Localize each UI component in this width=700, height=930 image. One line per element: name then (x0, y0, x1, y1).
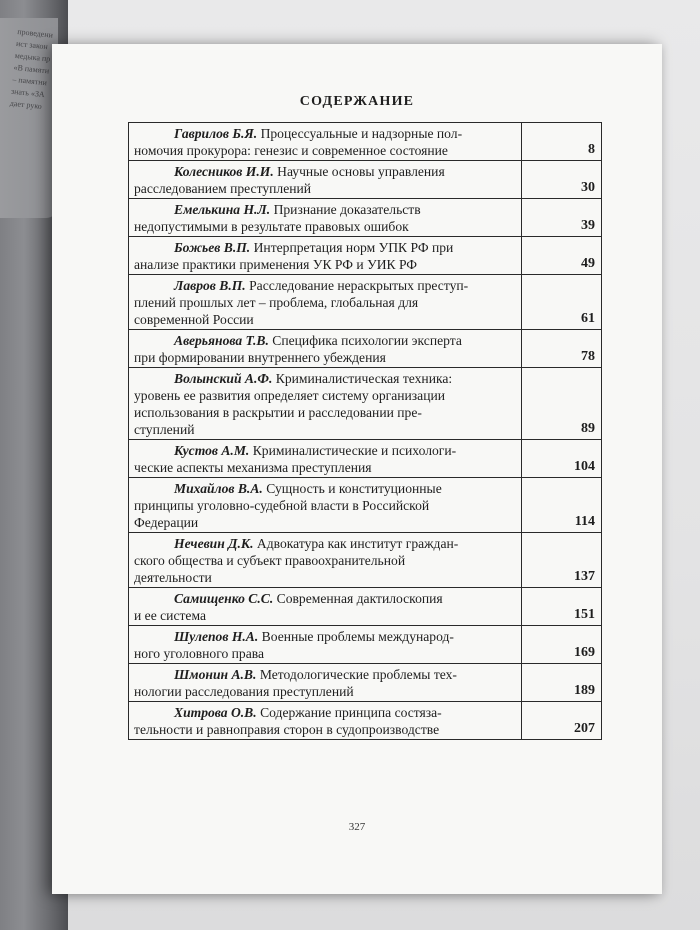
toc-title-line: Интерпретация норм УПК РФ при (253, 240, 454, 255)
toc-title-line: плений прошлых лет – проблема, глобальная для (134, 295, 419, 310)
toc-row (129, 626, 602, 664)
toc-title-line: расследованием преступлений (134, 181, 312, 196)
toc-entry (129, 478, 522, 533)
previous-page-text (9, 26, 58, 114)
toc-page-number: 104 (521, 440, 601, 478)
toc-page-number: 78 (521, 330, 601, 368)
previous-page-line: знать «ЗА (10, 86, 46, 100)
toc-title-line: уровень ее развития определяет систему организации (134, 388, 446, 403)
book-page (52, 44, 662, 894)
toc-entry (129, 533, 522, 588)
toc-row (129, 664, 602, 702)
toc-row (129, 123, 602, 161)
toc-title-line: Сущность и конституционные (266, 481, 442, 496)
toc-row (129, 237, 602, 275)
toc-title-line: Адвокатура как институт граждан- (256, 536, 459, 551)
toc-row (129, 275, 602, 330)
toc-author: Волынский А.Ф. (174, 371, 273, 386)
toc-row (129, 330, 602, 368)
toc-title-line: Научные основы управления (277, 164, 445, 179)
toc-title-line: деятельности (134, 570, 212, 585)
toc-author: Шмонин А.В. (174, 667, 257, 682)
previous-page-line: медыка пр (14, 50, 51, 64)
toc-entry (129, 664, 522, 702)
toc-page-number: 61 (521, 275, 601, 330)
toc-title-line: Федерации (134, 515, 199, 530)
toc-row (129, 161, 602, 199)
toc-page-number: 89 (521, 368, 601, 440)
toc-title-line: использования в раскрытии и расследовании пре- (134, 405, 422, 420)
page-number: 327 (348, 821, 366, 833)
toc-title-line: Методологические проблемы тех- (259, 667, 457, 682)
toc-author: Емелькина Н.Л. (174, 202, 271, 217)
toc-page-number: 169 (521, 626, 601, 664)
toc-entry (129, 123, 522, 161)
previous-page-line: дает руко (9, 98, 43, 111)
toc-row (129, 702, 602, 740)
toc-author: Лавров В.П. (174, 278, 246, 293)
toc-author: Нечевин Д.К. (174, 536, 254, 551)
previous-page-line: – памятни (11, 74, 48, 88)
toc-title-line: Специфика психологии эксперта (272, 333, 462, 348)
toc-row (129, 440, 602, 478)
toc-author: Михайлов В.А. (174, 481, 263, 496)
toc-entry (129, 161, 522, 199)
toc-title-line: Процессуальные и надзорные пол- (260, 126, 463, 141)
previous-page-edge (0, 18, 58, 218)
toc-entry (129, 626, 522, 664)
toc-title-line: Содержание принципа состяза- (260, 705, 442, 720)
toc-title-line: ческие аспекты механизма преступления (134, 460, 372, 475)
toc-page-number: 30 (521, 161, 601, 199)
toc-entry (129, 199, 522, 237)
toc-entry (129, 237, 522, 275)
toc-entry (129, 368, 522, 440)
toc-page-number: 114 (521, 478, 601, 533)
toc-entry (129, 330, 522, 368)
toc-row (129, 199, 602, 237)
toc-author: Колесников И.И. (174, 164, 274, 179)
previous-page-line: проведени (16, 26, 54, 40)
toc-title-line: Криминалистическая техника: (275, 371, 453, 386)
toc-row (129, 478, 602, 533)
toc-title-line: анализе практики применения УК РФ и УИК РФ (134, 257, 418, 272)
previous-page-line: «В памяти (13, 62, 50, 76)
toc-entry (129, 440, 522, 478)
toc-title-line: ского общества и субъект правоохранительной (134, 553, 406, 568)
toc-title-line: недопустимыми в результате правовых ошибок (134, 219, 409, 234)
toc-entry (129, 702, 522, 740)
toc-page-number: 49 (521, 237, 601, 275)
toc-title-line: Современная дактилоскопия (276, 591, 443, 606)
toc-title-line: и ее система (134, 608, 206, 623)
toc-row (129, 588, 602, 626)
table-of-contents (128, 122, 602, 740)
toc-title-line: нологии расследования преступлений (134, 684, 354, 699)
toc-author: Шулепов Н.А. (174, 629, 259, 644)
toc-title-line: номочия прокурора: генезис и современное состояние (134, 143, 448, 158)
toc-author: Кустов А.М. (174, 443, 250, 458)
toc-author: Аверьянова Т.В. (174, 333, 269, 348)
toc-title-line: современной России (134, 312, 254, 327)
toc-author: Божьев В.П. (174, 240, 251, 255)
toc-author: Хитрова О.В. (174, 705, 257, 720)
previous-page-line: ист закон (15, 38, 49, 52)
toc-title-line: Криминалистические и психологи- (252, 443, 457, 458)
toc-page-number: 137 (521, 533, 601, 588)
page-title: СОДЕРЖАНИЕ (299, 94, 415, 109)
toc-entry (129, 275, 522, 330)
toc-title-line: при формировании внутреннего убеждения (134, 350, 386, 365)
toc-title-line: ного уголовного права (134, 646, 265, 661)
toc-title-line: тельности и равноправия сторон в судопроизводстве (134, 722, 440, 737)
toc-row (129, 368, 602, 440)
toc-title-line: Расследование нераскрытых преступ- (249, 278, 469, 293)
toc-page-number: 151 (521, 588, 601, 626)
toc-entry (129, 588, 522, 626)
toc-author: Гаврилов Б.Я. (174, 126, 258, 141)
toc-page-number: 207 (521, 702, 601, 740)
toc-page-number: 189 (521, 664, 601, 702)
toc-page-number: 8 (521, 123, 601, 161)
toc-title-line: Военные проблемы международ- (261, 629, 454, 644)
toc-title-line: Признание доказательств (273, 202, 421, 217)
toc-row (129, 533, 602, 588)
toc-title-line: принципы уголовно-судебной власти в Российской (134, 498, 430, 513)
toc-author: Самищенко С.С. (174, 591, 274, 606)
toc-title-line: ступлений (134, 422, 195, 437)
toc-page-number: 39 (521, 199, 601, 237)
